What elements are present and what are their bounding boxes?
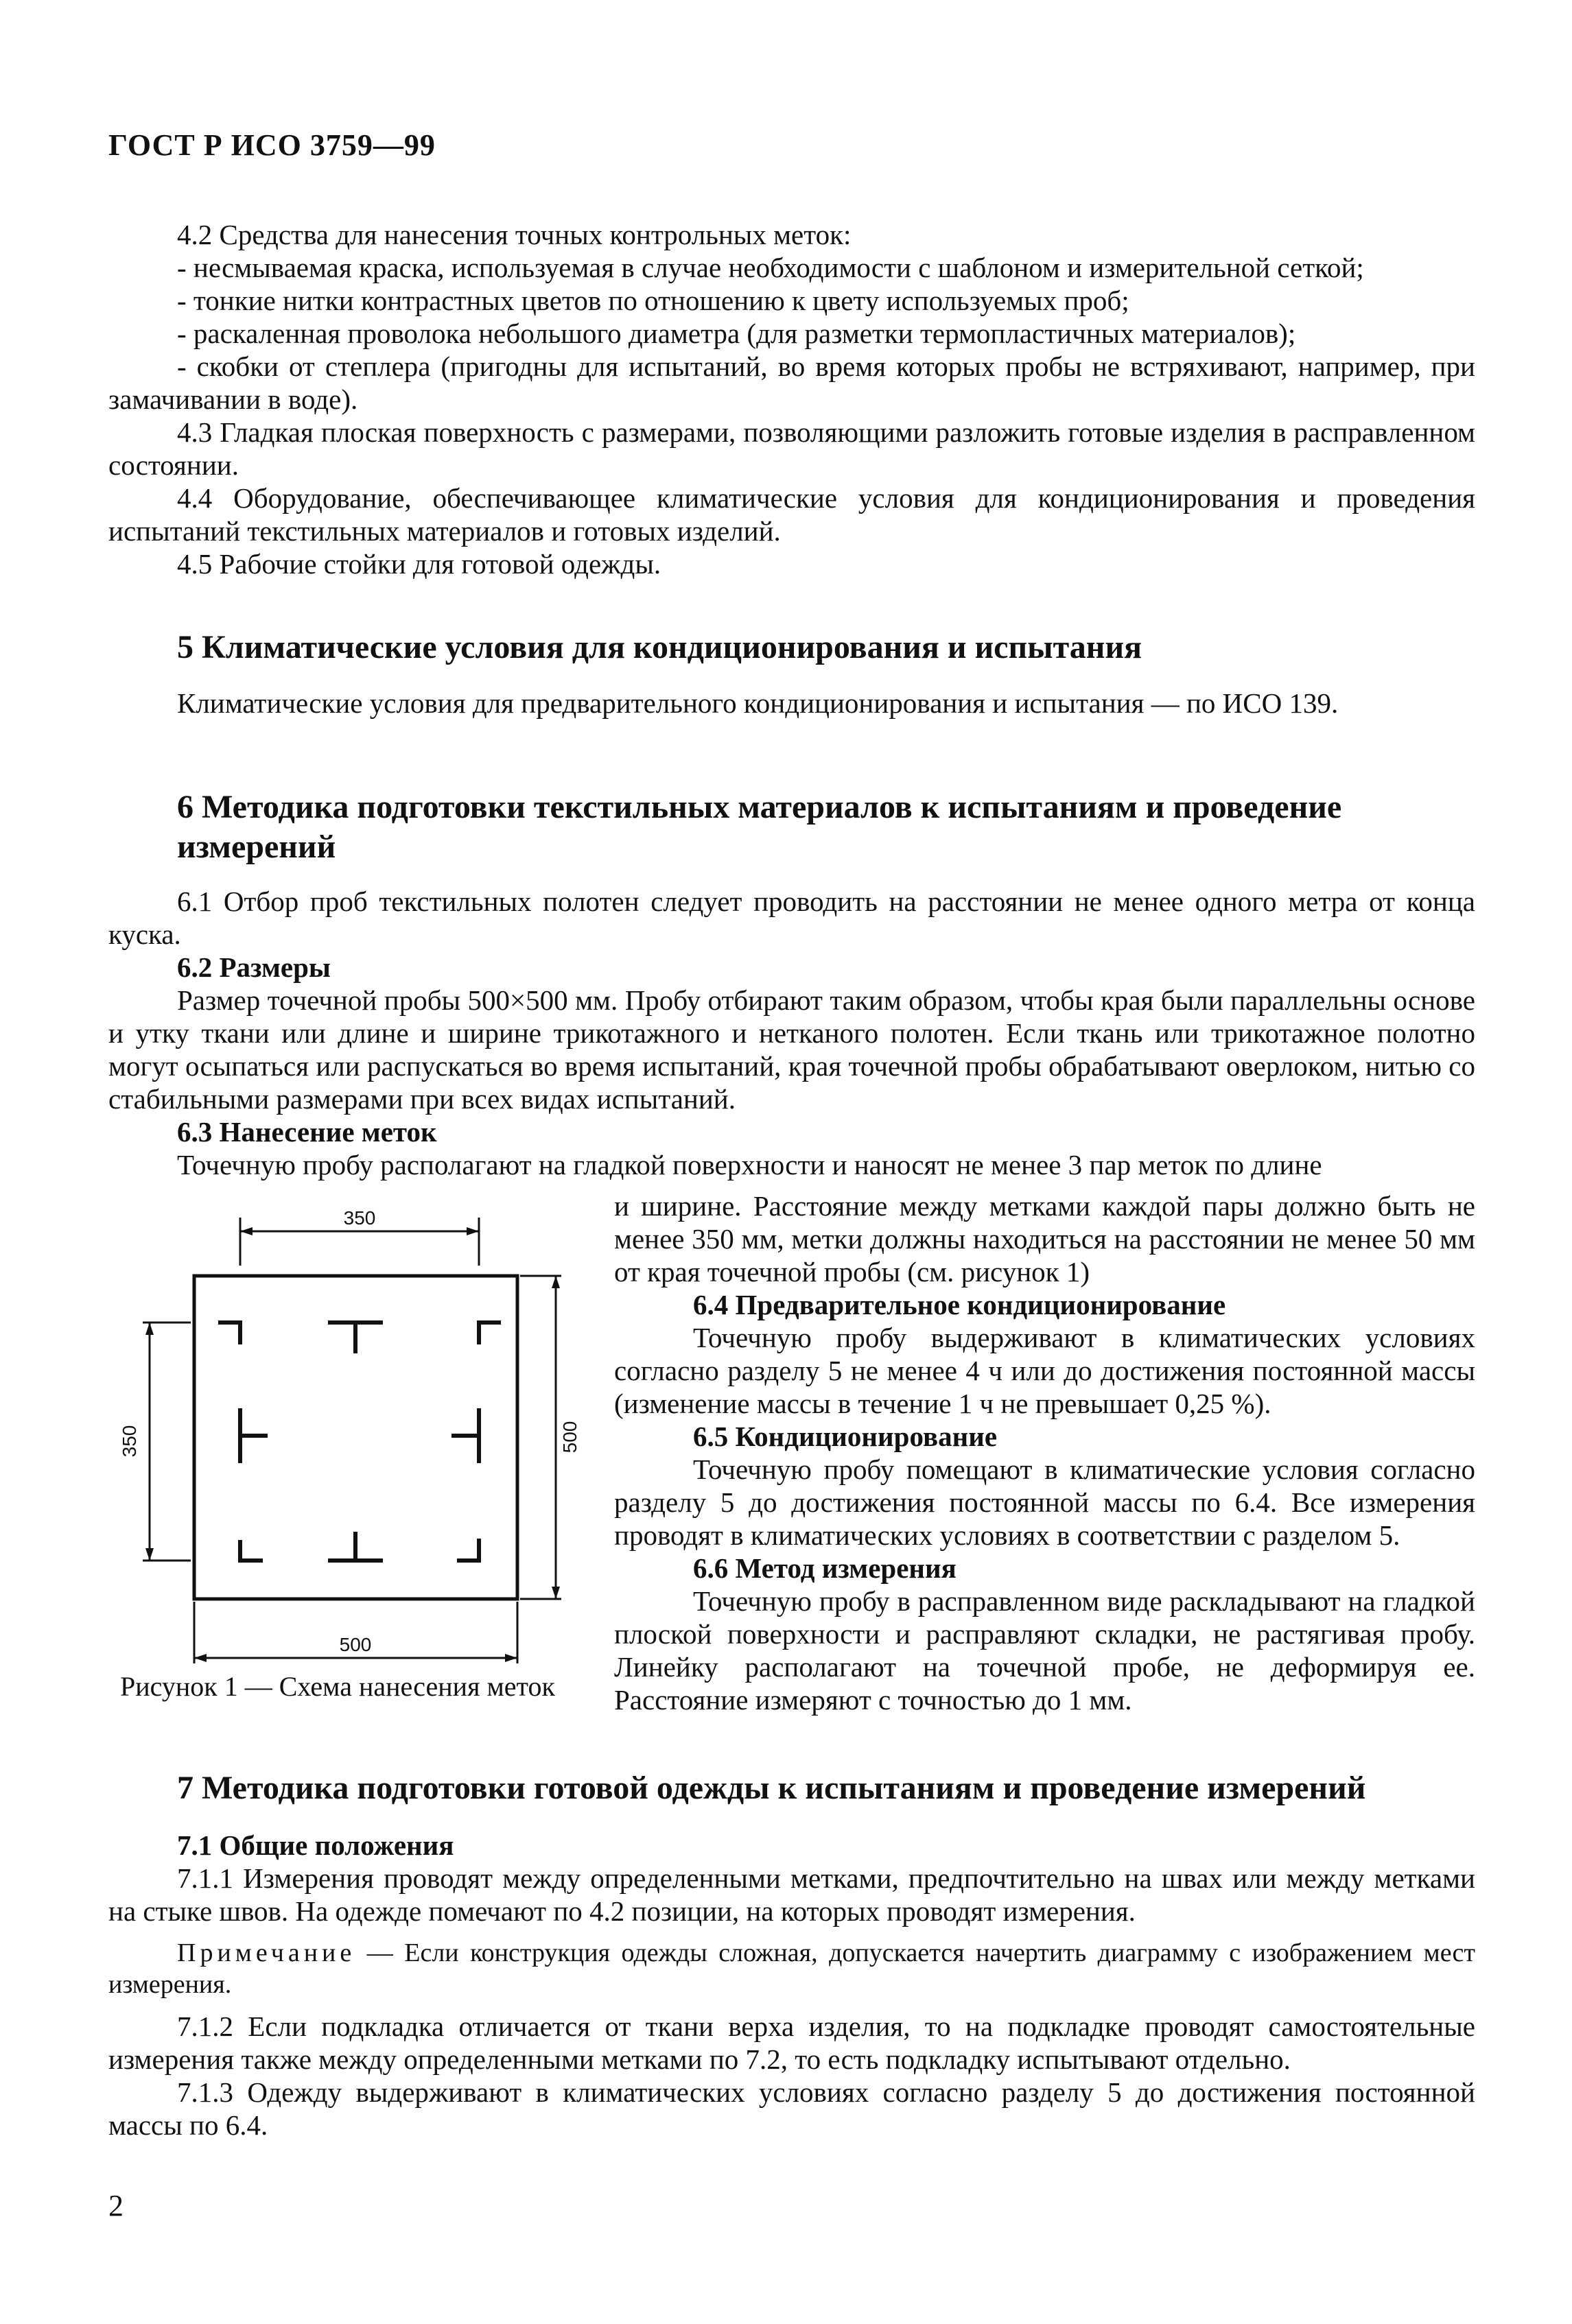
marks-group [218,1323,501,1561]
paragraph-6-2: Размер точечной пробы 500×500 мм. Пробу отбирают таким образом, чтобы края были параллельны основе и утку ткани или длине и ширине трикотажного и нетканого полотен. Если ткань или трикотажное полотно могут осыпаться или распускаться во время испытаний, края точечной пробы обрабатывают оверлоком, нитью со стабильными размерами при всех видах испытаний. [108,984,1475,1115]
heading-6-3: 6.3 Нанесение меток [177,1116,437,1148]
heading-6-5: 6.5 Кондиционирование [693,1421,998,1452]
section-4-block [108,218,1475,580]
list-item: - тонкие нитки контрастных цветов по отношению к цвету используемых проб; [177,285,1129,316]
paragraph-6-3-first-line: Точечную пробу располагают на гладкой поверхности и наносят не менее 3 пар меток по длине [177,1149,1322,1181]
paragraph-6-5: Точечную пробу помещают в климатические условия согласно разделу 5 до достижения постоянной массы по 6.4. Все измерения проводят в климатических условиях в соответствии с разделом 5. [614,1454,1475,1551]
corner-mark [218,1323,240,1344]
paragraph-4-5: 4.5 Рабочие стойки для готовой одежды. [177,548,661,580]
section-6-heading: 6 Методика подготовки текстильных материалов к испытаниям и проведение измерений [177,789,1342,865]
heading-6-2: 6.2 Размеры [177,951,331,983]
paragraph-7-1-1: 7.1.1 Измерения проводят между определенными метками, предпочтительно на швах или между метками на стыке швов. На одежде помечают по 4.2 позиции, на которых проводят измерения. [108,1862,1475,1927]
paragraph-7-1-2: 7.1.2 Если подкладка отличается от ткани верха изделия, то на подкладке проводят самостоятельные измерения также между определенными метками по 7.2, то есть подкладку испытывают отдельно. [108,2011,1475,2075]
note-label: Примечание [177,1938,356,1967]
marking-scheme-figure [108,1190,602,1725]
section-7-block [108,1768,1475,2142]
paragraph-6-3-continued: и ширине. Расстояние между метками каждой пары должно быть не менее 350 мм, метки должны находиться на расстоянии не менее 50 мм от края точечной пробы (см. рисунок 1) [614,1190,1475,1288]
corner-mark [457,1539,479,1561]
dimension-label-left: 350 [119,1425,140,1458]
heading-6-6: 6.6 Метод измерения [693,1552,957,1584]
page-number: 2 [108,2189,124,2222]
document-header: ГОСТ Р ИСО 3759—99 [108,128,436,162]
section-6-block [108,787,1475,1181]
paragraph-6-1: 6.1 Отбор проб текстильных полотен следует проводить на расстоянии не менее одного метра от конца куска. [108,886,1475,950]
paragraph-4-4: 4.4 Оборудование, обеспечивающее климатические условия для кондиционирования и проведения испытаний текстильных материалов и готовых изделий. [108,482,1475,547]
list-item: - раскаленная проволока небольшого диаметра (для разметки термопластичных материалов); [177,318,1296,349]
note-text: — Если конструкция одежды сложная, допускается начертить диаграмму с изображением мест измерения. [108,1938,1475,1999]
dimension-label-bottom: 500 [339,1634,372,1655]
heading-7-1: 7.1 Общие положения [177,1829,454,1861]
corner-mark [479,1323,501,1344]
section-5-heading: 5 Климатические условия для кондиционирования и испытания [177,629,1142,665]
dimension-label-top: 350 [343,1207,376,1229]
figure-caption: Рисунок 1 — Схема нанесения меток [120,1671,555,1702]
section-6-right-column [614,1189,1475,1716]
paragraph-4-3: 4.3 Гладкая плоская поверхность с размерами, позволяющими разложить готовые изделия в расправленном состоянии. [108,416,1475,481]
list-item: - несмываемая краска, используемая в случае необходимости с шаблоном и измерительной сеткой; [177,252,1364,283]
section-5-block [108,628,1475,720]
corner-mark [240,1540,263,1561]
heading-6-4: 6.4 Предварительное кондиционирование [693,1289,1226,1320]
note [108,1937,1475,2000]
paragraph-7-1-3: 7.1.3 Одежду выдерживают в климатических условиях согласно разделу 5 до достижения постоянной массы по 6.4. [108,2076,1475,2141]
section-5-text: Климатические условия для предварительного кондиционирования и испытания — по ИСО 139. [177,687,1339,719]
paragraph-4-2: 4.2 Средства для нанесения точных контрольных меток: [177,219,852,250]
dimension-label-right: 500 [559,1421,580,1454]
paragraph-6-4: Точечную пробу выдерживают в климатических условиях согласно разделу 5 не менее 4 ч или до достижения постоянной массы (изменение массы в течение 1 ч не превышает 0,25 %). [614,1322,1475,1419]
section-7-heading: 7 Методика подготовки готовой одежды к испытаниям и проведение измерений [177,1770,1366,1806]
list-item: - скобки от степлера (пригодны для испытаний, во время которых пробы не встряхивают, например, при замачивании в воде). [108,351,1475,415]
paragraph-6-6: Точечную пробу в расправленном виде раскладывают на гладкой плоской поверхности и расправляют складки, не растягивая пробу. Линейку располагают на точечной пробе, не деформируя ее. Расстояние измеряют с точностью до 1 мм. [614,1585,1475,1716]
